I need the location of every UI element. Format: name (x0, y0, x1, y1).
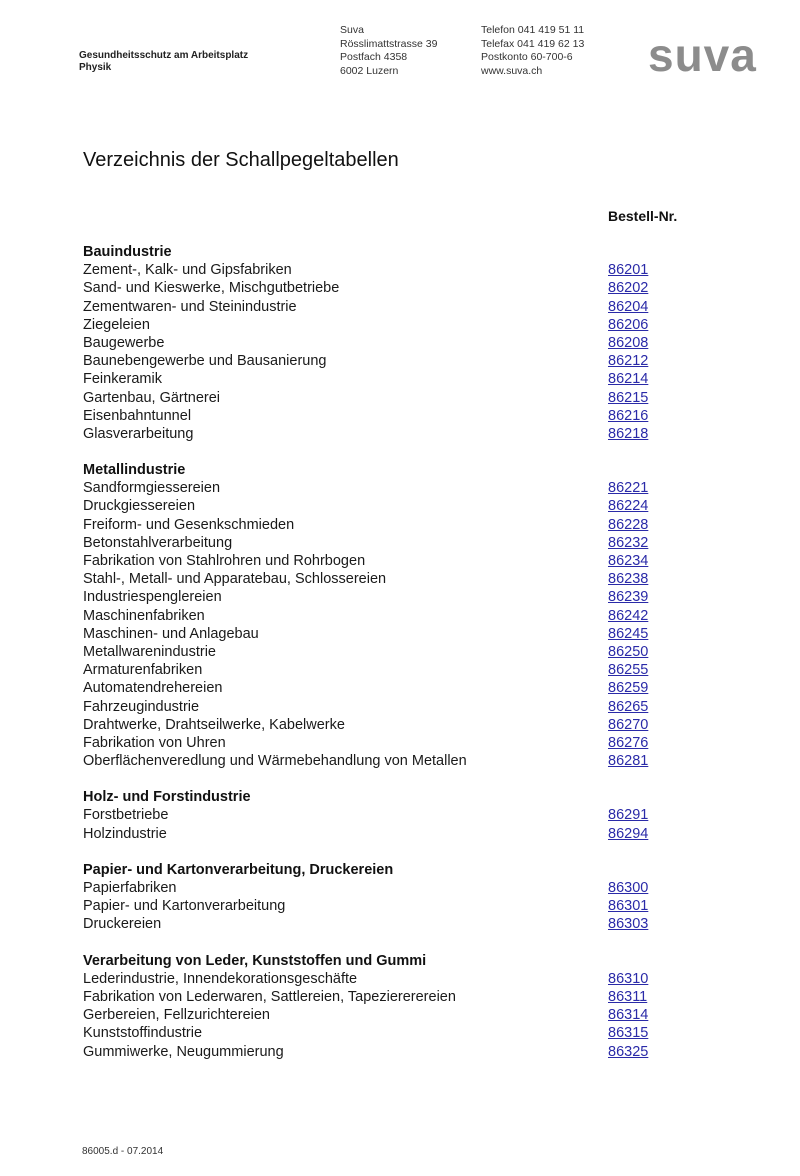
item-label: Papier- und Kartonverarbeitung (83, 898, 286, 915)
section (83, 243, 703, 443)
section-title: Papier- und Kartonverarbeitung, Druckereien (83, 861, 394, 878)
item-label: Gerbereien, Fellzurichtereien (83, 1007, 270, 1024)
item-label: Lederindustrie, Innendekorationsgeschäfte (83, 970, 358, 987)
contact-block (481, 24, 584, 78)
item-label: Maschinen- und Anlagebau (83, 625, 259, 642)
order-number-link[interactable]: 86311 (608, 989, 648, 1006)
item-label: Sand- und Kieswerke, Mischgutbetriebe (83, 280, 340, 297)
list-item (83, 334, 703, 352)
list-item (83, 479, 703, 497)
list-item (83, 698, 703, 716)
list-item (83, 897, 703, 915)
address-line: Rösslimattstrasse 39 (340, 37, 438, 50)
order-number-link[interactable]: 86315 (608, 1025, 649, 1042)
item-label: Eisenbahntunnel (83, 407, 192, 424)
order-number-link[interactable]: 86214 (608, 371, 649, 388)
order-number-link[interactable]: 86314 (608, 1007, 649, 1024)
item-label: Drahtwerke, Drahtseilwerke, Kabelwerke (83, 716, 345, 733)
item-label: Metallwarenindustrie (83, 643, 216, 660)
section (83, 461, 703, 770)
item-label: Betonstahlverarbeitung (83, 534, 233, 551)
list-item (83, 1006, 703, 1024)
item-label: Fabrikation von Lederwaren, Sattlereien, Tapeziererereien (83, 989, 456, 1006)
contact-phone: Telefon 041 419 51 11 (481, 24, 585, 36)
list-item (83, 643, 703, 661)
item-label: Armaturenfabriken (83, 662, 203, 679)
list-item (83, 316, 703, 334)
list-item (83, 988, 703, 1006)
order-number-link[interactable]: 86234 (608, 553, 649, 570)
address-line: Postfach 4358 (340, 51, 408, 63)
department-block (79, 50, 248, 74)
list-item (83, 298, 703, 316)
list-item (83, 734, 703, 752)
page-title: Verzeichnis der Schallpegeltabellen (83, 149, 399, 171)
list-item (83, 570, 703, 588)
order-number-link[interactable]: 86325 (608, 1043, 649, 1060)
list-item (83, 879, 703, 897)
order-number-link[interactable]: 86221 (608, 480, 649, 497)
order-number-link[interactable]: 86265 (608, 698, 649, 715)
list-item (83, 970, 703, 988)
address-block (340, 24, 437, 78)
order-number-link[interactable]: 86232 (608, 534, 649, 551)
order-number-link[interactable]: 86294 (608, 825, 649, 842)
contact-postal-account: Postkonto 60-700-6 (481, 51, 573, 63)
order-number-link[interactable]: 86291 (608, 807, 649, 824)
item-label: Maschinenfabriken (83, 607, 205, 624)
order-number-link[interactable]: 86212 (608, 353, 649, 370)
item-label: Forstbetriebe (83, 807, 169, 824)
contact-website: www.suva.ch (481, 64, 543, 77)
address-line: Suva (340, 24, 364, 36)
order-number-link[interactable]: 86281 (608, 753, 649, 770)
list-item (83, 534, 703, 552)
list-item (83, 915, 703, 933)
section-title: Metallindustrie (83, 462, 186, 479)
list-item (83, 679, 703, 697)
item-label: Fahrzeugindustrie (83, 698, 200, 715)
section (83, 952, 703, 1061)
table-list (83, 243, 703, 1079)
order-number-link[interactable]: 86204 (608, 298, 649, 315)
list-item (83, 661, 703, 679)
order-number-link[interactable]: 86238 (608, 571, 649, 588)
list-item (83, 352, 703, 370)
item-label: Holzindustrie (83, 825, 167, 842)
order-number-link[interactable]: 86270 (608, 716, 649, 733)
list-item (83, 716, 703, 734)
address-line: 6002 Luzern (340, 64, 399, 77)
item-label: Ziegeleien (83, 316, 150, 333)
item-label: Kunststoffindustrie (83, 1025, 203, 1042)
order-number-link[interactable]: 86303 (608, 916, 649, 933)
item-label: Stahl-, Metall- und Apparatebau, Schlossereien (83, 571, 387, 588)
order-number-link[interactable]: 86224 (608, 498, 649, 515)
list-item (83, 552, 703, 570)
order-number-link[interactable]: 86215 (608, 389, 649, 406)
order-number-link[interactable]: 86239 (608, 589, 649, 606)
order-number-link[interactable]: 86250 (608, 643, 649, 660)
order-number-link[interactable]: 86300 (608, 880, 649, 897)
item-label: Baunebengewerbe und Bausanierung (83, 353, 327, 370)
section-title: Bauindustrie (83, 244, 172, 260)
item-label: Druckereien (83, 916, 162, 933)
order-number-link[interactable]: 86259 (608, 680, 649, 697)
item-label: Feinkeramik (83, 371, 162, 388)
item-label: Druckgiessereien (83, 498, 196, 515)
order-number-link[interactable]: 86201 (608, 262, 649, 279)
order-number-link[interactable]: 86216 (608, 407, 649, 424)
item-label: Zementwaren- und Steinindustrie (83, 298, 297, 315)
item-label: Fabrikation von Stahlrohren und Rohrbogen (83, 553, 366, 570)
list-item (83, 497, 703, 515)
item-label: Baugewerbe (83, 334, 165, 351)
list-item (83, 607, 703, 625)
department-name: Gesundheitsschutz am Arbeitsplatz (79, 50, 249, 61)
item-label: Gartenbau, Gärtnerei (83, 389, 221, 406)
list-item (83, 370, 703, 388)
list-item (83, 1024, 703, 1042)
list-item (83, 588, 703, 606)
section (83, 788, 703, 843)
order-number-link[interactable]: 86310 (608, 970, 649, 987)
item-label: Glasverarbeitung (83, 425, 194, 442)
list-item (83, 806, 703, 824)
document-footer: 86005.d - 07.2014 (82, 1146, 164, 1157)
order-number-link[interactable]: 86276 (608, 734, 649, 751)
list-item (83, 625, 703, 643)
order-number-link[interactable]: 86245 (608, 625, 649, 642)
item-label: Industriespenglereien (83, 589, 222, 606)
section (83, 861, 703, 934)
item-label: Zement-, Kalk- und Gipsfabriken (83, 262, 292, 279)
list-item (83, 407, 703, 425)
list-item (83, 389, 703, 407)
department-unit: Physik (79, 62, 112, 73)
item-label: Papierfabriken (83, 880, 177, 897)
list-item (83, 516, 703, 534)
item-label: Oberflächenveredlung und Wärmebehandlung von Metallen (83, 753, 467, 770)
order-number-link[interactable]: 86202 (608, 280, 649, 297)
order-number-link[interactable]: 86228 (608, 516, 649, 533)
list-item (83, 425, 703, 443)
item-label: Freiform- und Gesenkschmieden (83, 516, 295, 533)
contact-fax: Telefax 041 419 62 13 (481, 37, 585, 50)
section-title: Verarbeitung von Leder, Kunststoffen und Gummi (83, 952, 427, 969)
item-label: Automatendrehereien (83, 680, 223, 697)
list-item (83, 279, 703, 297)
order-number-link[interactable]: 86206 (608, 316, 649, 333)
order-number-link[interactable]: 86208 (608, 334, 649, 351)
list-item (83, 261, 703, 279)
item-label: Gummiwerke, Neugummierung (83, 1043, 284, 1060)
list-item (83, 1043, 703, 1061)
list-item (83, 825, 703, 843)
order-number-link[interactable]: 86242 (608, 607, 649, 624)
list-item (83, 752, 703, 770)
order-number-link[interactable]: 86218 (608, 425, 649, 442)
order-number-column-header: Bestell-Nr. (608, 208, 678, 224)
item-label: Fabrikation von Uhren (83, 734, 226, 751)
section-title: Holz- und Forstindustrie (83, 789, 251, 806)
order-number-link[interactable]: 86255 (608, 662, 649, 679)
suva-logo: suva (648, 29, 757, 81)
item-label: Sandformgiessereien (83, 480, 221, 497)
order-number-link[interactable]: 86301 (608, 898, 649, 915)
